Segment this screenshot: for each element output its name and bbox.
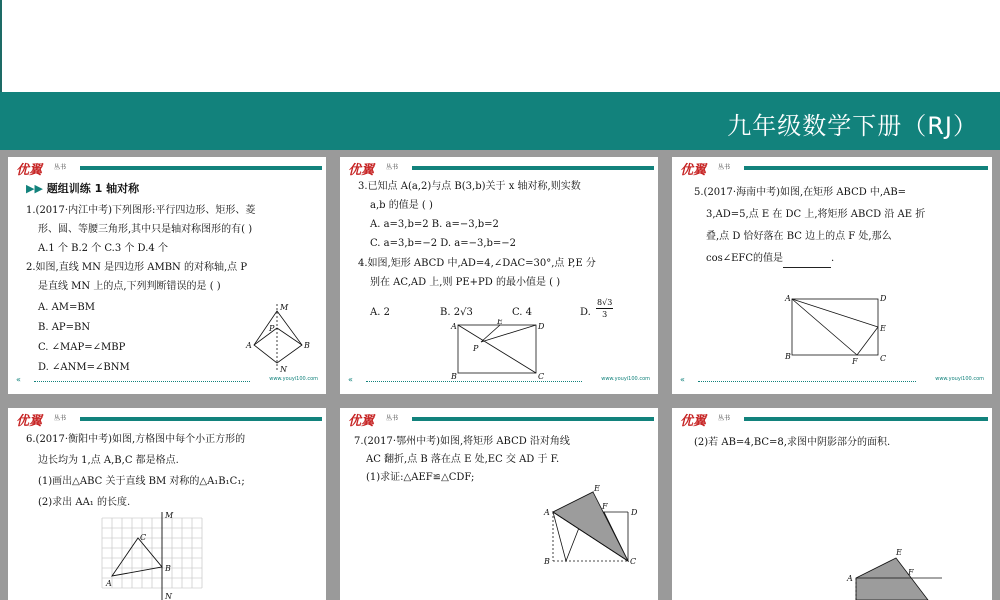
header-bar: [744, 417, 988, 421]
label-B: B: [451, 372, 457, 381]
option-c: C. 4: [512, 307, 533, 318]
fold-rectangle-figure: [782, 291, 888, 367]
question-line: 2.如图,直线 MN 是四边形 AMBN 的对称轴,点 P: [26, 262, 248, 273]
slide-thumbnail-1[interactable]: [8, 157, 326, 394]
question-line: a,b 的值是 ( ): [370, 200, 433, 211]
logo-sub: 丛书: [718, 415, 731, 422]
slide-footer: [680, 375, 986, 386]
grid-figure: [96, 510, 206, 600]
logo-text: 优翼: [680, 414, 707, 429]
label-D: D: [880, 294, 887, 303]
option-c: C. ∠MAP=∠MBP: [38, 342, 126, 353]
fold-figure: [536, 482, 648, 566]
question-line: (1)求证:△AEF≌△CDF;: [366, 472, 475, 483]
options-line: A. a=3,b=2 B. a=−3,b=2: [370, 219, 499, 230]
slide-footer: [16, 375, 320, 386]
label-C: C: [538, 372, 545, 381]
label-E: E: [896, 548, 902, 557]
logo-sub: 丛书: [386, 415, 399, 422]
question-line: 4.如图,矩形 ABCD 中,AD=4,∠DAC=30°,点 P,E 分: [358, 258, 596, 269]
option-a: A. 2: [370, 307, 390, 318]
slide-header: [8, 157, 326, 178]
chevrons-icon: «: [348, 375, 353, 384]
question-line: [706, 249, 834, 268]
question-line: 1.(2017·内江中考)下列图形:平行四边形、矩形、菱: [26, 205, 256, 216]
question-line: (2)若 AB=4,BC=8,求图中阴影部分的面积.: [694, 437, 891, 448]
fraction-numerator: 8√3: [597, 298, 613, 307]
label-P: P: [269, 324, 275, 333]
logo-sub: 丛书: [386, 164, 399, 171]
slide-thumbnail-6[interactable]: [672, 408, 992, 600]
top-blank-area: [0, 0, 1000, 92]
label-C: C: [880, 354, 887, 363]
slide-footer: [348, 375, 652, 386]
logo-text: 优翼: [16, 414, 43, 429]
footer-url: www.youyi100.com: [935, 376, 984, 382]
label-N: N: [280, 365, 287, 374]
footer-line: [698, 381, 916, 382]
option-b: B. 2√3: [440, 307, 473, 318]
footer-url: www.youyi100.com: [269, 376, 318, 382]
label-A: A: [106, 579, 112, 588]
header-bar: [80, 417, 322, 421]
label-N: N: [165, 592, 172, 600]
question-line: 7.(2017·鄂州中考)如图,将矩形 ABCD 沿对角线: [354, 436, 570, 447]
question-line: 3,AD=5,点 E 在 DC 上,将矩形 ABCD 沿 AE 折: [706, 209, 926, 220]
question-line: 3.已知点 A(a,2)与点 B(3,b)关于 x 轴对称,则实数: [358, 181, 581, 192]
question-text: cos∠EFC的值是: [706, 253, 784, 264]
fraction: [596, 297, 613, 320]
question-line: 边长均为 1,点 A,B,C 都是格点.: [38, 455, 179, 466]
kite-figure: [240, 301, 318, 375]
question-line: 形、圆、等腰三角形,其中只是轴对称图形的有( ): [38, 224, 253, 235]
label-D: D: [631, 508, 638, 517]
label-E: E: [497, 319, 503, 326]
slide-thumbnail-4[interactable]: [8, 408, 326, 600]
option-b: B. AP=BN: [38, 322, 91, 333]
question-line: AC 翻折,点 B 落在点 E 处,EC 交 AD 于 F.: [366, 454, 560, 465]
footer-url: www.youyi100.com: [601, 376, 650, 382]
header-bar: [744, 166, 988, 170]
label-F: F: [908, 568, 914, 577]
header-bar: [80, 166, 322, 170]
label-A: A: [246, 341, 252, 350]
label-A: A: [847, 574, 853, 583]
question-line: (1)画出△ABC 关于直线 BM 对称的△A₁B₁C₁;: [38, 476, 245, 487]
book-title: 九年级数学下册（RJ）: [727, 112, 978, 140]
slide-header: [8, 408, 326, 429]
question-line: 是直线 MN 上的点,下列判断错误的是 ( ): [38, 281, 221, 292]
section-heading: [26, 179, 139, 198]
question-line: 6.(2017·衡阳中考)如图,方格图中每个小正方形的: [26, 434, 246, 445]
question-line: (2)求出 AA₁ 的长度.: [38, 497, 131, 508]
label-P: P: [473, 344, 479, 353]
double-triangle-icon: ▶▶: [26, 182, 43, 195]
label-E: E: [880, 324, 886, 333]
label-A: A: [544, 508, 550, 517]
label-C: C: [630, 557, 637, 566]
question-line: 5.(2017·海南中考)如图,在矩形 ABCD 中,AB=: [694, 187, 907, 198]
slide-header: [672, 157, 992, 178]
logo-sub: 丛书: [54, 164, 67, 171]
label-B: B: [304, 341, 310, 350]
options-line: A.1 个 B.2 个 C.3 个 D.4 个: [38, 243, 168, 254]
label-M: M: [280, 303, 289, 312]
options-line: C. a=3,b=−2 D. a=−3,b=−2: [370, 238, 517, 249]
option-a: A. AM=BM: [38, 302, 96, 313]
label-D: D: [538, 322, 545, 331]
answer-blank[interactable]: [783, 255, 831, 268]
option-d: D. ∠ANM=∠BNM: [38, 362, 130, 373]
label-F: F: [602, 502, 608, 511]
logo-sub: 丛书: [718, 164, 731, 171]
section-title: 题组训练 1 轴对称: [46, 182, 140, 195]
label-B: B: [785, 352, 791, 361]
option-d: D.: [580, 307, 591, 318]
label-B: B: [165, 564, 171, 573]
header-bar: [412, 166, 654, 170]
label-F: F: [852, 357, 858, 366]
slide-thumbnail-2[interactable]: [340, 157, 658, 394]
label-M: M: [165, 511, 174, 520]
header-bar: [412, 417, 654, 421]
slide-header: [340, 408, 658, 429]
logo-text: 优翼: [348, 163, 375, 178]
logo-text: 优翼: [348, 414, 375, 429]
slide-header: [672, 408, 992, 429]
end-mark: .: [831, 253, 835, 264]
slide-header: [340, 157, 658, 178]
footer-line: [366, 381, 582, 382]
chevrons-icon: «: [680, 375, 685, 384]
logo-text: 优翼: [16, 163, 43, 178]
chevrons-icon: «: [16, 375, 21, 384]
fold-figure-partial: [842, 546, 942, 600]
label-A: A: [451, 322, 457, 331]
logo-sub: 丛书: [54, 415, 67, 422]
rectangle-figure: [448, 319, 548, 381]
label-C: C: [140, 533, 147, 542]
question-line: 别在 AC,AD 上,则 PE+PD 的最小值是 ( ): [370, 277, 561, 288]
label-E: E: [594, 484, 600, 493]
slide-thumbnail-5[interactable]: [340, 408, 658, 600]
question-line: 叠,点 D 恰好落在 BC 边上的点 F 处,那么: [706, 231, 892, 242]
label-A: A: [785, 294, 791, 303]
footer-line: [34, 381, 250, 382]
slide-thumbnail-3[interactable]: [672, 157, 992, 394]
label-B: B: [544, 557, 550, 566]
fraction-denominator: 3: [602, 310, 608, 319]
left-edge-line: [0, 0, 2, 92]
logo-text: 优翼: [680, 163, 707, 178]
